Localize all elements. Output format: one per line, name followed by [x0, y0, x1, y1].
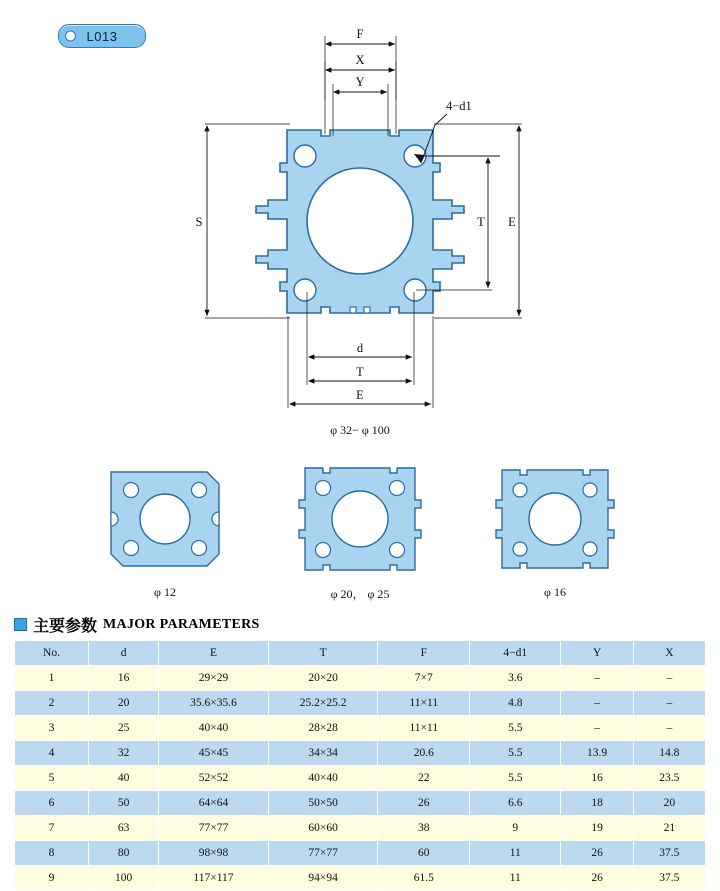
col-header-e: E: [159, 641, 269, 666]
table-cell: 5.5: [470, 766, 561, 791]
table-row: [15, 841, 706, 866]
table-cell: 26: [561, 866, 633, 891]
table-body: [15, 666, 706, 891]
small-figure-1: [95, 462, 235, 577]
table-cell: 20.6: [378, 741, 470, 766]
dim-label-S: S: [195, 215, 203, 229]
table-cell: 77×77: [268, 841, 378, 866]
table-cell: –: [561, 691, 633, 716]
table-cell: 37.5: [633, 866, 705, 891]
table-cell: 4.8: [470, 691, 561, 716]
table-cell: 22: [378, 766, 470, 791]
main-figure-caption: φ 32− φ 100: [330, 423, 390, 437]
table-cell: 19: [561, 816, 633, 841]
table-cell: 63: [88, 816, 158, 841]
col-header-y: Y: [561, 641, 633, 666]
cylinder-profile: [256, 130, 464, 313]
table-row: [15, 691, 706, 716]
small-figure-1-caption: φ 12: [154, 585, 176, 599]
section-title-cn: 主要参数: [33, 618, 98, 635]
dim-label-E-bottom: E: [356, 388, 364, 402]
table-cell: 94×94: [268, 866, 378, 891]
badge-label: L013: [86, 28, 118, 44]
table-cell: 45×45: [159, 741, 269, 766]
table-cell: 100: [88, 866, 158, 891]
table-cell: 38: [378, 816, 470, 841]
table-cell: 61.5: [378, 866, 470, 891]
col-header-f: F: [378, 641, 470, 666]
table-cell: 11×11: [378, 716, 470, 741]
dim-label-F: F: [356, 27, 364, 41]
table-cell: 8: [15, 841, 89, 866]
dim-label-Y: Y: [355, 75, 365, 89]
table-header-row: [15, 641, 706, 666]
table-cell: 5: [15, 766, 89, 791]
table-cell: 20×20: [268, 666, 378, 691]
major-parameters-table: [14, 640, 706, 891]
table-cell: –: [561, 716, 633, 741]
table-cell: 6: [15, 791, 89, 816]
table-row: [15, 866, 706, 891]
table-cell: 64×64: [159, 791, 269, 816]
table-cell: 7×7: [378, 666, 470, 691]
table-cell: 2: [15, 691, 89, 716]
table-cell: 11: [470, 841, 561, 866]
table-cell: 77×77: [159, 816, 269, 841]
table-cell: 40×40: [159, 716, 269, 741]
table-cell: –: [633, 666, 705, 691]
table-cell: 20: [88, 691, 158, 716]
dim-label-X: X: [355, 53, 365, 67]
table-row: [15, 716, 706, 741]
table-cell: 21: [633, 816, 705, 841]
table-cell: 1: [15, 666, 89, 691]
table-cell: 37.5: [633, 841, 705, 866]
col-header-d: d: [88, 641, 158, 666]
dim-label-holes: 4−d1: [446, 99, 472, 113]
small-figure-3: [480, 462, 630, 580]
table-cell: 40×40: [268, 766, 378, 791]
table-row: [15, 816, 706, 841]
table-cell: 117×117: [159, 866, 269, 891]
table-cell: –: [633, 716, 705, 741]
table-cell: 50×50: [268, 791, 378, 816]
col-header-no: No.: [15, 641, 89, 666]
table-cell: 14.8: [633, 741, 705, 766]
table-cell: 60: [378, 841, 470, 866]
table-cell: 5.5: [470, 716, 561, 741]
bullet-square-icon: [14, 618, 27, 631]
table-cell: 7: [15, 816, 89, 841]
table-cell: 3.6: [470, 666, 561, 691]
table-cell: 11: [470, 866, 561, 891]
small-figure-3-caption: φ 16: [544, 585, 566, 599]
table-cell: 40: [88, 766, 158, 791]
dim-label-T-bottom: T: [356, 365, 364, 379]
table-cell: 9: [15, 866, 89, 891]
col-header-d1: 4−d1: [470, 641, 561, 666]
table-cell: 52×52: [159, 766, 269, 791]
small-figure-2-caption: φ 20， φ 25: [330, 587, 390, 601]
table-cell: 25: [88, 716, 158, 741]
section-title: [14, 613, 260, 636]
table-cell: 9: [470, 816, 561, 841]
table-cell: 34×34: [268, 741, 378, 766]
table-cell: 28×28: [268, 716, 378, 741]
table-cell: 6.6: [470, 791, 561, 816]
table-cell: 11×11: [378, 691, 470, 716]
section-title-en: MAJOR PARAMETERS: [103, 616, 260, 632]
table-cell: 25.2×25.2: [268, 691, 378, 716]
table-cell: 20: [633, 791, 705, 816]
table-cell: 5.5: [470, 741, 561, 766]
dim-label-E-right: E: [508, 215, 516, 229]
table-cell: 26: [561, 841, 633, 866]
table-row: [15, 741, 706, 766]
table-cell: 16: [561, 766, 633, 791]
table-cell: 80: [88, 841, 158, 866]
small-figure-2: [285, 460, 435, 580]
table-cell: 18: [561, 791, 633, 816]
dim-label-d: d: [356, 341, 364, 355]
table-cell: 26: [378, 791, 470, 816]
table-row: [15, 666, 706, 691]
col-header-t: T: [268, 641, 378, 666]
table-cell: 13.9: [561, 741, 633, 766]
table-cell: 3: [15, 716, 89, 741]
table-cell: 60×60: [268, 816, 378, 841]
table-cell: 50: [88, 791, 158, 816]
table-cell: 32: [88, 741, 158, 766]
table-cell: 35.6×35.6: [159, 691, 269, 716]
table-cell: 29×29: [159, 666, 269, 691]
table-row: [15, 791, 706, 816]
table-cell: 23.5: [633, 766, 705, 791]
table-cell: –: [633, 691, 705, 716]
col-header-x: X: [633, 641, 705, 666]
table-cell: 16: [88, 666, 158, 691]
table-row: [15, 766, 706, 791]
table-cell: 98×98: [159, 841, 269, 866]
dim-label-T-right: T: [477, 215, 485, 229]
table-cell: 4: [15, 741, 89, 766]
table-cell: –: [561, 666, 633, 691]
